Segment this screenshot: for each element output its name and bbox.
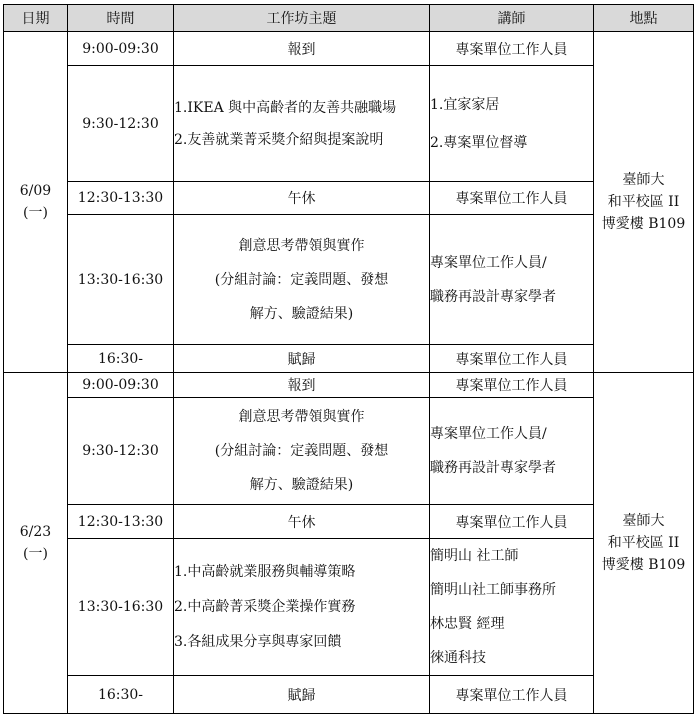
topic-cell	[174, 398, 430, 505]
lecturer-line: 職務再設計專家學者	[430, 288, 556, 305]
lecturer-cell	[430, 66, 594, 182]
session-place-cell	[594, 373, 694, 714]
table-row	[4, 398, 694, 505]
topic-cell	[174, 215, 430, 345]
session-date: 6/09	[19, 183, 52, 199]
time-cell: 9:00-09:30	[68, 32, 174, 66]
session-date-cell	[4, 32, 68, 373]
table-row	[4, 345, 694, 373]
table-row	[4, 373, 694, 398]
place-line: 臺師大	[622, 172, 665, 188]
topic-line: (分組討論：定義問題、發想	[214, 271, 389, 288]
topic-line: 解方、驗證結果)	[249, 305, 354, 322]
lecturer-cell: 專案單位工作人員	[430, 345, 594, 373]
lecturer-cell: 專案單位工作人員	[430, 182, 594, 215]
header-date: 日期	[4, 5, 68, 32]
place-line: 臺師大	[622, 513, 665, 529]
topic-cell: 報到	[174, 32, 430, 66]
header-time: 時間	[68, 5, 174, 32]
lecturer-line: 職務再設計專家學者	[430, 460, 556, 476]
lecturer-line: 簡明山 社工師	[430, 548, 519, 564]
topic-item: 1.中高齡就業服務與輔導策略	[174, 563, 356, 580]
lecturer-line: 林忠賢 經理	[430, 616, 505, 632]
lecturer-line: 專案單位工作人員/	[430, 426, 547, 442]
lecturer-cell	[430, 539, 594, 676]
lecturer-line: 徠通科技	[430, 650, 486, 666]
topic-cell	[174, 539, 430, 676]
topic-item: 2.友善就業菁采獎介紹與提案說明	[174, 131, 384, 148]
table-row	[4, 182, 694, 215]
header-row	[4, 5, 694, 32]
topic-cell: 午休	[174, 182, 430, 215]
place-line: 和平校區 II	[607, 194, 680, 210]
lecturer-cell	[430, 398, 594, 505]
time-cell: 9:30-12:30	[68, 398, 174, 505]
table-row	[4, 505, 694, 539]
lecturer-line: 1.宜家家居	[430, 96, 500, 113]
header-place: 地點	[594, 5, 694, 32]
schedule-table	[3, 4, 694, 714]
session-date-cell	[4, 373, 68, 714]
time-cell: 12:30-13:30	[68, 505, 174, 539]
table-row	[4, 32, 694, 66]
topic-item: 1.IKEA 與中高齡者的友善共融職場	[174, 99, 397, 116]
time-cell: 13:30-16:30	[68, 539, 174, 676]
topic-line: (分組討論：定義問題、發想	[214, 443, 389, 459]
table-row	[4, 215, 694, 345]
place-line: 博愛樓 B109	[601, 557, 686, 573]
session-weekday: (一)	[23, 205, 48, 221]
lecturer-cell	[430, 215, 594, 345]
time-cell: 9:30-12:30	[68, 66, 174, 182]
header-topic: 工作坊主題	[174, 5, 430, 32]
topic-cell: 賦歸	[174, 676, 430, 714]
session-place-cell	[594, 32, 694, 373]
lecturer-line: 專案單位工作人員/	[430, 254, 547, 271]
lecturer-cell: 專案單位工作人員	[430, 373, 594, 398]
topic-line: 解方、驗證結果)	[249, 477, 354, 493]
table-row	[4, 66, 694, 182]
topic-line: 創意思考帶領與實作	[238, 237, 365, 254]
session-weekday: (一)	[23, 546, 48, 562]
time-cell: 16:30-	[68, 345, 174, 373]
lecturer-cell: 專案單位工作人員	[430, 676, 594, 714]
lecturer-line: 2.專案單位督導	[430, 134, 528, 151]
table-row	[4, 539, 694, 676]
place-line: 博愛樓 B109	[601, 216, 686, 232]
topic-item: 2.中高齡菁采獎企業操作實務	[174, 598, 356, 615]
place-line: 和平校區 II	[607, 535, 680, 551]
session-date: 6/23	[19, 524, 52, 540]
lecturer-cell: 專案單位工作人員	[430, 505, 594, 539]
header-lecturer: 講師	[430, 5, 594, 32]
topic-cell: 報到	[174, 373, 430, 398]
time-cell: 13:30-16:30	[68, 215, 174, 345]
lecturer-cell: 專案單位工作人員	[430, 32, 594, 66]
table-row	[4, 676, 694, 714]
topic-cell: 賦歸	[174, 345, 430, 373]
topic-line: 創意思考帶領與實作	[238, 409, 365, 425]
topic-cell	[174, 66, 430, 182]
time-cell: 16:30-	[68, 676, 174, 714]
topic-cell: 午休	[174, 505, 430, 539]
time-cell: 12:30-13:30	[68, 182, 174, 215]
topic-item: 3.各組成果分享與專家回饋	[174, 633, 342, 650]
time-cell: 9:00-09:30	[68, 373, 174, 398]
lecturer-line: 簡明山社工師事務所	[430, 582, 556, 598]
